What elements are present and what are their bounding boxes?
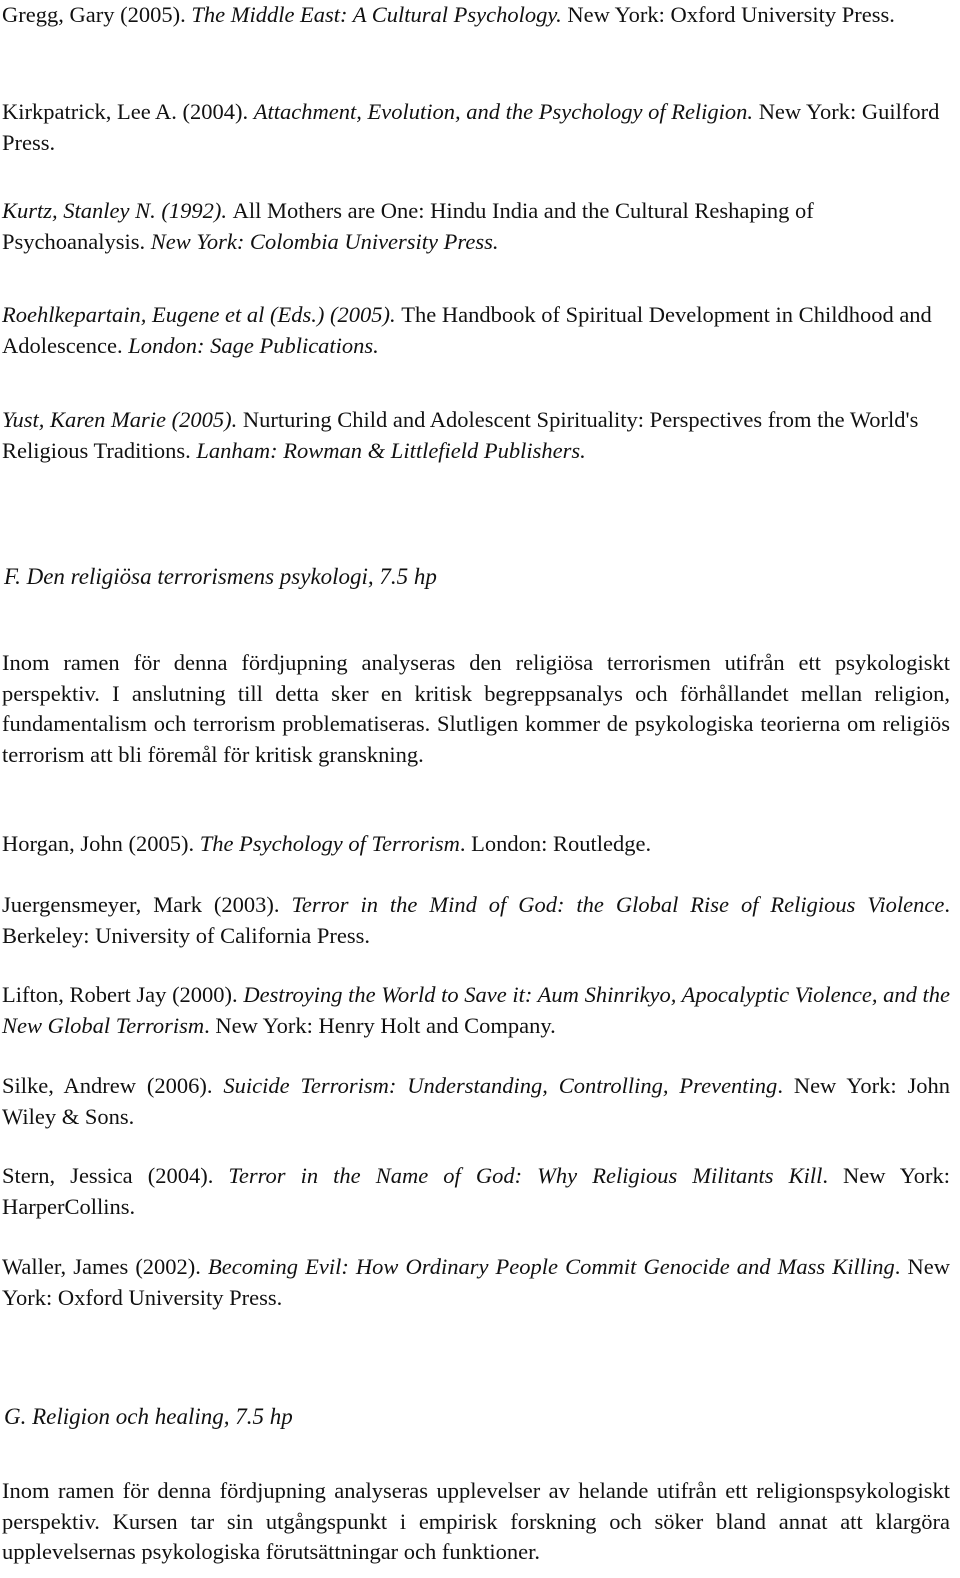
reference-title: Nurturing Child and Adolescent Spirituality: Perspectives from the World's Religious Traditions. <box>2 407 919 463</box>
reference-title: All Mothers are One: Hindu India and the Cultural Reshaping of Psychoanalysis. <box>2 198 814 254</box>
reference-title: Terror in the Mind of God: the Global Rise of Religious Violence <box>291 892 945 917</box>
reference-author: Horgan, John (2005). <box>2 831 200 856</box>
reference-juergensmeyer <box>2 890 950 951</box>
reference-title: Terror in the Name of God: Why Religious Militants Kill <box>228 1163 823 1188</box>
reference-author: Waller, James (2002). <box>2 1254 209 1279</box>
reference-gregg <box>2 0 950 31</box>
reference-author: Stern, Jessica (2004). <box>2 1163 229 1188</box>
reference-publisher: Lanham: Rowman & Littlefield Publishers. <box>190 437 586 463</box>
reference-publisher: . New York: HarperCollins. <box>2 1163 951 1219</box>
reference-horgan <box>2 829 950 860</box>
reference-publisher: New York: Colombia University Press. <box>145 228 499 254</box>
reference-publisher: New York: Oxford University Press. <box>561 2 895 27</box>
reference-publisher: London: Sage Publications. <box>122 332 379 358</box>
reference-author: Gregg, Gary (2005). <box>2 2 192 27</box>
reference-author: Yust, Karen Marie (2005). <box>2 407 243 432</box>
reference-author: Kirkpatrick, Lee A. (2004). <box>2 99 254 124</box>
reference-yust <box>2 405 950 466</box>
reference-publisher: . New York: Henry Holt and Company. <box>204 1012 556 1038</box>
reference-publisher: . New York: Oxford University Press. <box>2 1254 950 1310</box>
reference-stern <box>2 1161 950 1222</box>
reference-kirkpatrick <box>2 97 950 158</box>
section-f-body: Inom ramen för denna fördjupning analyseras den religiösa terrorismen utifrån ett psykologiskt perspektiv. I anslutning till detta sker en kritisk begreppsanalys och förhållandet mellan religion, fundamentalism och terrorism problematiseras. Slutligen kommer de psykologiska teorierna om religiös terrorism att bli föremål för kritisk granskning. <box>2 650 950 767</box>
reference-title: Attachment, Evolution, and the Psychology of Religion. <box>253 99 754 124</box>
section-f-heading: F. Den religiösa terrorismens psykologi, 7.5 hp <box>4 564 437 589</box>
reference-publisher: . Berkeley: University of California Press. <box>2 892 950 948</box>
reference-title: Suicide Terrorism: Understanding, Controlling, Preventing <box>223 1073 778 1098</box>
reference-author: Roehlkepartain, Eugene et al (Eds.) (2005). <box>2 302 402 327</box>
reference-publisher: . New York: John Wiley & Sons. <box>2 1073 950 1129</box>
reference-kurtz <box>2 196 950 257</box>
reference-author: Kurtz, Stanley N. (1992). <box>2 198 233 223</box>
reference-publisher: New York: Guilford Press. <box>2 99 940 155</box>
reference-author: Silke, Andrew (2006). <box>2 1073 224 1098</box>
section-g-heading: G. Religion och healing, 7.5 hp <box>4 1404 293 1429</box>
reference-title: The Middle East: A Cultural Psychology. <box>191 2 562 27</box>
reference-silke <box>2 1071 950 1132</box>
section-g-body: Inom ramen för denna fördjupning analyseras upplevelser av helande utifrån ett religionspsykologiskt perspektiv. Kursen tar sin utgångspunkt i empirisk forskning och söker bland annat att klargöra upplevelsernas psykologiska förutsättningar och funktioner. <box>2 1478 950 1564</box>
reference-waller <box>2 1252 950 1313</box>
reference-publisher: . London: Routledge. <box>459 831 652 856</box>
reference-author: Lifton, Robert Jay (2000). <box>2 982 244 1007</box>
reference-title: Becoming Evil: How Ordinary People Commit Genocide and Mass Killing <box>208 1254 895 1279</box>
reference-title: The Handbook of Spiritual Development in Childhood and Adolescence. <box>2 302 932 358</box>
reference-lifton <box>2 980 950 1041</box>
reference-roehlkepartain <box>2 300 950 361</box>
reference-title: The Psychology of Terrorism <box>199 831 460 856</box>
reference-author: Juergensmeyer, Mark (2003). <box>2 892 292 917</box>
reference-title: Destroying the World to Save it: Aum Shinrikyo, Apocalyptic Violence, and the New Global Terrorism <box>2 982 950 1038</box>
